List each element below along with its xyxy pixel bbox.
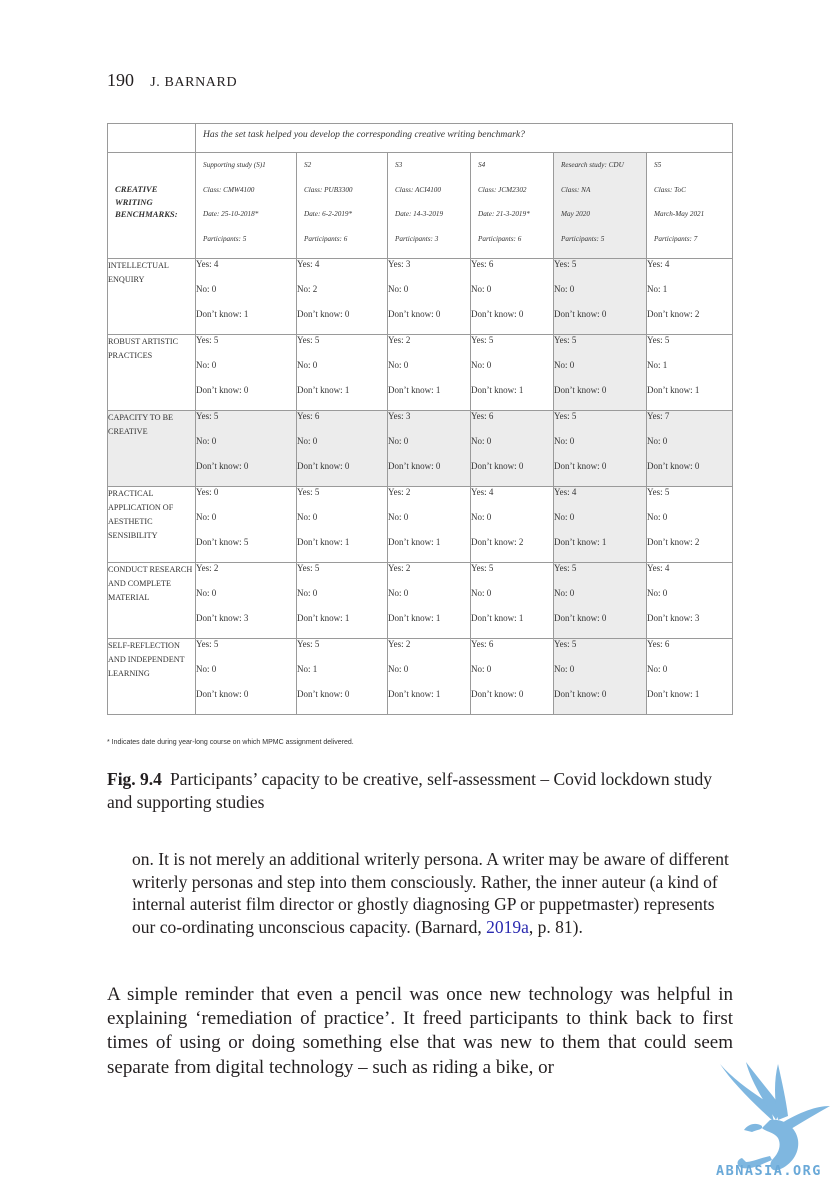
response-no: No: 0 bbox=[647, 664, 668, 674]
response-yes: Yes: 4 bbox=[554, 487, 577, 497]
response-dk: Don’t know: 1 bbox=[554, 537, 607, 547]
study-name: Research study: CDU bbox=[561, 161, 624, 169]
study-date: March-May 2021 bbox=[654, 210, 705, 218]
block-quote bbox=[132, 848, 732, 938]
study-date: May 2020 bbox=[561, 210, 590, 218]
response-no: No: 0 bbox=[196, 436, 217, 446]
response-no: No: 0 bbox=[554, 512, 575, 522]
response-yes: Yes: 5 bbox=[554, 563, 577, 573]
response-no: No: 0 bbox=[388, 588, 409, 598]
response-yes: Yes: 5 bbox=[471, 335, 494, 345]
response-yes: Yes: 2 bbox=[388, 563, 411, 573]
response-dk: Don’t know: 2 bbox=[647, 537, 700, 547]
response-dk: Don’t know: 0 bbox=[554, 461, 607, 471]
response-dk: Don’t know: 0 bbox=[647, 461, 700, 471]
study-date: Date: 25-10-2018* bbox=[203, 210, 259, 218]
response-cell bbox=[196, 335, 297, 411]
response-no: No: 0 bbox=[647, 512, 668, 522]
response-dk: Don’t know: 0 bbox=[471, 309, 524, 319]
response-dk: Don’t know: 1 bbox=[297, 537, 350, 547]
study-class: Class: JCM2302 bbox=[478, 185, 527, 194]
benchmark-row-label: SELF-REFLECTION AND INDEPENDENT LEARNING bbox=[108, 639, 196, 715]
table-row bbox=[108, 335, 733, 411]
response-cell bbox=[297, 487, 388, 563]
response-cell bbox=[471, 563, 554, 639]
response-yes: Yes: 0 bbox=[196, 487, 219, 497]
response-no: No: 0 bbox=[471, 284, 492, 294]
study-participants: Participants: 6 bbox=[478, 234, 522, 243]
response-dk: Don’t know: 0 bbox=[471, 689, 524, 699]
response-dk: Don’t know: 0 bbox=[554, 309, 607, 319]
response-cell bbox=[297, 335, 388, 411]
response-cell bbox=[297, 639, 388, 715]
response-cell bbox=[554, 259, 647, 335]
response-dk: Don’t know: 3 bbox=[196, 613, 249, 623]
study-class: Class: ToC bbox=[654, 185, 686, 194]
study-header-cell bbox=[196, 153, 297, 259]
response-no: No: 0 bbox=[471, 588, 492, 598]
response-no: No: 0 bbox=[554, 588, 575, 598]
study-name: Supporting study (S)1 bbox=[203, 161, 266, 169]
response-cell bbox=[388, 639, 471, 715]
response-dk: Don’t know: 1 bbox=[297, 613, 350, 623]
response-cell bbox=[647, 411, 733, 487]
quote-text-end: , p. 81). bbox=[528, 916, 583, 937]
response-no: No: 0 bbox=[471, 436, 492, 446]
response-cell bbox=[554, 411, 647, 487]
study-header-cell bbox=[297, 153, 388, 259]
response-cell bbox=[554, 487, 647, 563]
response-no: No: 0 bbox=[388, 436, 409, 446]
question-row bbox=[108, 124, 733, 153]
response-no: No: 0 bbox=[471, 512, 492, 522]
quote-text: on. It is not merely an additional writerly persona. A writer may be aware of different writerly personas and step into them consciously. Rather, the inner auteur (a kind of internal auterist film director or ghostly diagnosing GP or puppetmaster) represents our co-ordinating unconscious capacity. (Barnard, bbox=[132, 849, 729, 937]
body-paragraph: A simple reminder that even a pencil was once new technology was helpful in explaining ‘remediation of practice’. It freed participants to think back to first times of using or doing something else that was new to them that could seem separate from digital technology – such as riding a bike, or bbox=[107, 984, 733, 1078]
table-question: Has the set task helped you develop the corresponding creative writing benchmark? bbox=[196, 124, 733, 153]
response-cell bbox=[388, 563, 471, 639]
response-cell bbox=[388, 487, 471, 563]
study-participants: Participants: 6 bbox=[304, 234, 348, 243]
response-cell bbox=[647, 335, 733, 411]
response-yes: Yes: 2 bbox=[196, 563, 219, 573]
response-no: No: 0 bbox=[196, 512, 217, 522]
empty-corner-cell bbox=[108, 124, 196, 153]
response-cell bbox=[297, 259, 388, 335]
response-cell bbox=[388, 259, 471, 335]
response-yes: Yes: 5 bbox=[554, 639, 577, 649]
study-participants: Participants: 3 bbox=[395, 234, 439, 243]
study-name: S5 bbox=[654, 161, 662, 169]
response-cell bbox=[554, 335, 647, 411]
response-no: No: 0 bbox=[388, 360, 409, 370]
response-no: No: 0 bbox=[196, 664, 217, 674]
table-row bbox=[108, 639, 733, 715]
response-no: No: 0 bbox=[297, 588, 318, 598]
response-dk: Don’t know: 0 bbox=[196, 689, 249, 699]
response-no: No: 0 bbox=[471, 360, 492, 370]
response-yes: Yes: 7 bbox=[647, 411, 670, 421]
response-no: No: 0 bbox=[388, 512, 409, 522]
response-no: No: 0 bbox=[196, 284, 217, 294]
response-dk: Don’t know: 5 bbox=[196, 537, 249, 547]
response-cell bbox=[554, 639, 647, 715]
benchmark-row-label: CONDUCT RESEARCH AND COMPLETE MATERIAL bbox=[108, 563, 196, 639]
response-no: No: 0 bbox=[196, 588, 217, 598]
response-no: No: 0 bbox=[388, 284, 409, 294]
response-dk: Don’t know: 3 bbox=[647, 613, 700, 623]
response-dk: Don’t know: 0 bbox=[297, 689, 350, 699]
response-no: No: 0 bbox=[647, 436, 668, 446]
response-cell bbox=[196, 259, 297, 335]
response-cell bbox=[471, 411, 554, 487]
response-no: No: 0 bbox=[297, 436, 318, 446]
figure-label: Fig. 9.4 bbox=[107, 769, 162, 789]
study-participants: Participants: 5 bbox=[203, 234, 247, 243]
response-cell bbox=[388, 411, 471, 487]
response-dk: Don’t know: 1 bbox=[196, 309, 249, 319]
table-footnote: * Indicates date during year-long course on which MPMC assignment delivered. bbox=[107, 739, 354, 746]
response-cell bbox=[647, 563, 733, 639]
study-class: Class: PUB3300 bbox=[304, 185, 353, 194]
study-header-cell bbox=[647, 153, 733, 259]
response-yes: Yes: 4 bbox=[297, 259, 320, 269]
study-participants: Participants: 5 bbox=[561, 234, 605, 243]
response-no: No: 0 bbox=[388, 664, 409, 674]
response-no: No: 1 bbox=[647, 284, 668, 294]
citation-link[interactable]: 2019a bbox=[486, 916, 529, 937]
response-yes: Yes: 6 bbox=[471, 639, 494, 649]
response-cell bbox=[647, 487, 733, 563]
study-name: S4 bbox=[478, 161, 486, 169]
response-cell bbox=[297, 563, 388, 639]
study-header-cell bbox=[554, 153, 647, 259]
response-cell bbox=[554, 563, 647, 639]
response-cell bbox=[196, 487, 297, 563]
response-cell bbox=[471, 639, 554, 715]
response-no: No: 0 bbox=[554, 436, 575, 446]
table-row bbox=[108, 411, 733, 487]
response-yes: Yes: 2 bbox=[388, 335, 411, 345]
study-name: S3 bbox=[395, 161, 403, 169]
response-no: No: 2 bbox=[297, 284, 318, 294]
response-dk: Don’t know: 1 bbox=[647, 385, 700, 395]
response-yes: Yes: 5 bbox=[297, 487, 320, 497]
running-head-author: J. BARNARD bbox=[150, 75, 238, 90]
response-yes: Yes: 6 bbox=[471, 259, 494, 269]
response-dk: Don’t know: 0 bbox=[196, 385, 249, 395]
response-dk: Don’t know: 0 bbox=[554, 385, 607, 395]
benchmark-table-figure bbox=[107, 123, 732, 715]
response-dk: Don’t know: 1 bbox=[647, 689, 700, 699]
figure-caption bbox=[107, 768, 733, 814]
response-yes: Yes: 5 bbox=[196, 411, 219, 421]
response-no: No: 0 bbox=[647, 588, 668, 598]
benchmark-row-label: CAPACITY TO BE CREATIVE bbox=[108, 411, 196, 487]
response-yes: Yes: 5 bbox=[297, 335, 320, 345]
response-no: No: 0 bbox=[554, 360, 575, 370]
response-cell bbox=[196, 411, 297, 487]
study-name: S2 bbox=[304, 161, 312, 169]
response-dk: Don’t know: 1 bbox=[388, 385, 441, 395]
response-dk: Don’t know: 0 bbox=[388, 461, 441, 471]
study-date: Date: 14-3-2019 bbox=[395, 210, 444, 218]
response-yes: Yes: 4 bbox=[647, 259, 670, 269]
response-cell bbox=[647, 639, 733, 715]
response-yes: Yes: 5 bbox=[297, 563, 320, 573]
response-no: No: 0 bbox=[196, 360, 217, 370]
response-dk: Don’t know: 2 bbox=[471, 537, 524, 547]
study-date: Date: 6-2-2019* bbox=[304, 210, 353, 218]
response-yes: Yes: 5 bbox=[471, 563, 494, 573]
response-cell bbox=[196, 639, 297, 715]
response-cell bbox=[471, 335, 554, 411]
response-cell bbox=[647, 259, 733, 335]
response-dk: Don’t know: 0 bbox=[554, 613, 607, 623]
figure-caption-text: Participants’ capacity to be creative, self-assessment – Covid lockdown study and supporting studies bbox=[107, 769, 712, 812]
study-class: Class: CMW4100 bbox=[203, 185, 255, 194]
response-no: No: 1 bbox=[297, 664, 318, 674]
response-dk: Don’t know: 1 bbox=[471, 613, 524, 623]
response-no: No: 0 bbox=[554, 284, 575, 294]
benchmarks-header: CREATIVE WRITING BENCHMARKS: bbox=[108, 153, 196, 259]
response-yes: Yes: 5 bbox=[196, 639, 219, 649]
response-yes: Yes: 5 bbox=[297, 639, 320, 649]
response-dk: Don’t know: 1 bbox=[297, 385, 350, 395]
response-yes: Yes: 5 bbox=[647, 487, 670, 497]
study-class: Class: NA bbox=[561, 185, 591, 194]
table-row bbox=[108, 259, 733, 335]
response-yes: Yes: 4 bbox=[196, 259, 219, 269]
response-yes: Yes: 4 bbox=[471, 487, 494, 497]
response-yes: Yes: 2 bbox=[388, 487, 411, 497]
response-cell bbox=[471, 487, 554, 563]
response-yes: Yes: 2 bbox=[388, 639, 411, 649]
benchmark-row-label: INTELLECTUAL ENQUIRY bbox=[108, 259, 196, 335]
response-dk: Don’t know: 0 bbox=[471, 461, 524, 471]
response-dk: Don’t know: 0 bbox=[554, 689, 607, 699]
response-dk: Don’t know: 1 bbox=[388, 537, 441, 547]
response-yes: Yes: 6 bbox=[297, 411, 320, 421]
study-date: Date: 21-3-2019* bbox=[478, 210, 530, 218]
response-yes: Yes: 3 bbox=[388, 259, 411, 269]
response-dk: Don’t know: 1 bbox=[388, 613, 441, 623]
response-no: No: 0 bbox=[554, 664, 575, 674]
response-yes: Yes: 5 bbox=[554, 411, 577, 421]
response-no: No: 0 bbox=[297, 360, 318, 370]
response-dk: Don’t know: 0 bbox=[297, 461, 350, 471]
response-yes: Yes: 5 bbox=[554, 259, 577, 269]
page-number: 190 bbox=[107, 70, 134, 90]
response-yes: Yes: 5 bbox=[647, 335, 670, 345]
table-row bbox=[108, 487, 733, 563]
response-yes: Yes: 4 bbox=[647, 563, 670, 573]
response-dk: Don’t know: 0 bbox=[196, 461, 249, 471]
response-yes: Yes: 5 bbox=[196, 335, 219, 345]
study-header-row bbox=[108, 153, 733, 259]
response-no: No: 0 bbox=[297, 512, 318, 522]
study-participants: Participants: 7 bbox=[654, 234, 698, 243]
study-header-cell bbox=[471, 153, 554, 259]
response-dk: Don’t know: 1 bbox=[471, 385, 524, 395]
response-yes: Yes: 6 bbox=[647, 639, 670, 649]
study-header-cell bbox=[388, 153, 471, 259]
response-cell bbox=[196, 563, 297, 639]
study-class: Class: ACI4100 bbox=[395, 185, 441, 194]
benchmark-row-label: PRACTICAL APPLICATION OF AESTHETIC SENSIBILITY bbox=[108, 487, 196, 563]
response-dk: Don’t know: 0 bbox=[297, 309, 350, 319]
response-cell bbox=[388, 335, 471, 411]
response-dk: Don’t know: 0 bbox=[388, 309, 441, 319]
watermark-text: ABNASIA.ORG bbox=[716, 1163, 822, 1179]
response-dk: Don’t know: 2 bbox=[647, 309, 700, 319]
benchmark-row-label: ROBUST ARTISTIC PRACTICES bbox=[108, 335, 196, 411]
response-cell bbox=[471, 259, 554, 335]
response-no: No: 0 bbox=[471, 664, 492, 674]
response-yes: Yes: 3 bbox=[388, 411, 411, 421]
benchmark-table bbox=[107, 123, 733, 715]
response-dk: Don’t know: 1 bbox=[388, 689, 441, 699]
table-row bbox=[108, 563, 733, 639]
response-yes: Yes: 6 bbox=[471, 411, 494, 421]
running-head bbox=[107, 70, 237, 91]
response-cell bbox=[297, 411, 388, 487]
response-no: No: 1 bbox=[647, 360, 668, 370]
response-yes: Yes: 5 bbox=[554, 335, 577, 345]
